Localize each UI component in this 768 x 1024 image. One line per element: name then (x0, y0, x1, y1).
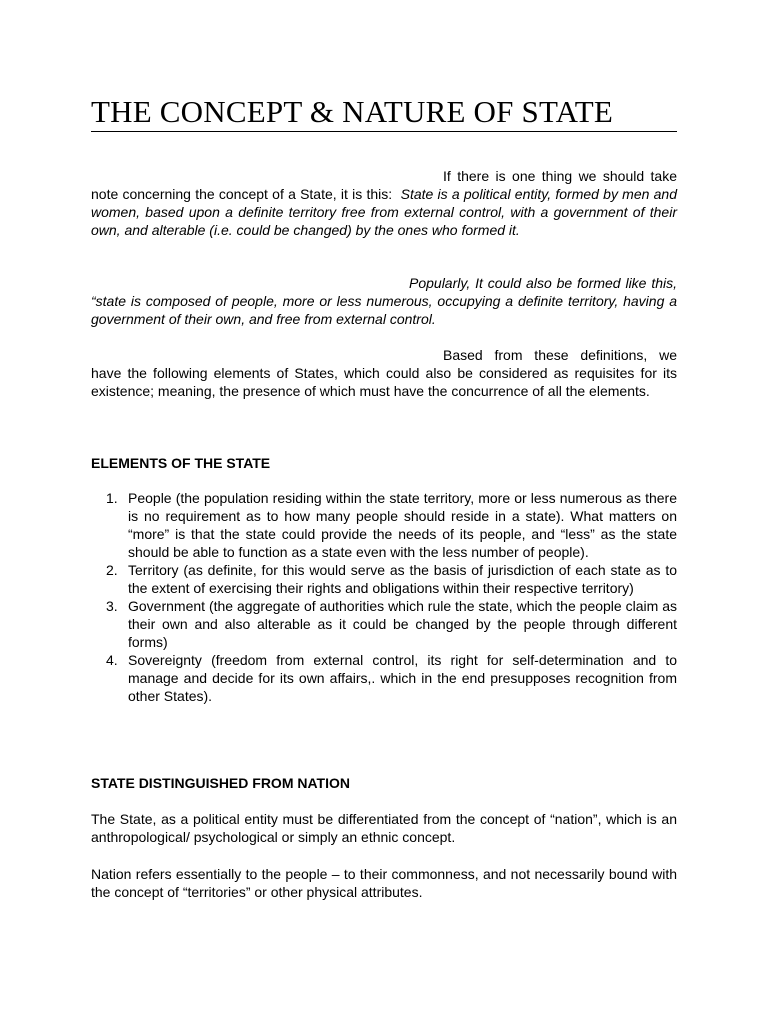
title-underline (91, 131, 677, 132)
list-item-number: 2. (106, 562, 118, 578)
document-title: THE CONCEPT & NATURE OF STATE (91, 94, 614, 129)
list-item-text: Territory (as definite, for this would serve as the basis of jurisdiction of each state as to the extent of exercising their rights and obligations within their respective territory) (128, 562, 677, 596)
list-item-number: 3. (106, 598, 118, 614)
popular-paragraph (91, 274, 677, 328)
nation-paragraph-1: The State, as a political entity must be differentiated from the concept of “nation”, which is an anthropological/ psychological or simply an ethnic concept. (91, 811, 677, 845)
list-item-text: People (the population residing within the state territory, more or less numerous as there is no requirement as to how many people should reside in a state). What matters on “more” is that the state could provide the needs of its people, and “less” as the state should be able to function as a state even with the less number of people). (128, 490, 677, 560)
list-item-text: Government (the aggregate of authorities which rule the state, which the people claim as their own and also alterable as it could be changed by the people through different forms) (128, 598, 677, 650)
elements-heading: ELEMENTS OF THE STATE (91, 455, 271, 471)
nation-paragraph-2: Nation refers essentially to the people – to their commonness, and not necessarily bound with the concept of “territories” or other physical attributes. (91, 866, 677, 900)
intro-lead: If there is one thing we should take note concerning the concept of a State, it is this: (91, 168, 677, 202)
state-definition: State is a political entity, formed by men and women, based upon a definite territory free from external control, with a government of their own, and alterable (i.e. could be changed) by the ones who formed it. (91, 186, 677, 238)
list-item (91, 597, 677, 651)
list-item (91, 651, 677, 705)
list-item-number: 1. (106, 490, 118, 506)
based-paragraph (91, 346, 677, 400)
list-item-number: 4. (106, 652, 118, 668)
nation-heading: STATE DISTINGUISHED FROM NATION (91, 775, 350, 791)
elements-list (91, 489, 677, 705)
list-item (91, 489, 677, 561)
list-item-text: Sovereignty (freedom from external control, its right for self-determination and to manage and decide for its own affairs,. which in the end presupposes recognition from other States). (128, 652, 677, 704)
list-item (91, 561, 677, 597)
popular-definition: Popularly, It could also be formed like this, “state is composed of people, more or less numerous, occupying a definite territory, having a government of their own, and free from external control. (91, 275, 677, 327)
based-text: Based from these definitions, we have the following elements of States, which could also be considered as requisites for its existence; meaning, the presence of which must have the concurrence of all the elements. (91, 347, 677, 399)
intro-paragraph (91, 167, 677, 239)
